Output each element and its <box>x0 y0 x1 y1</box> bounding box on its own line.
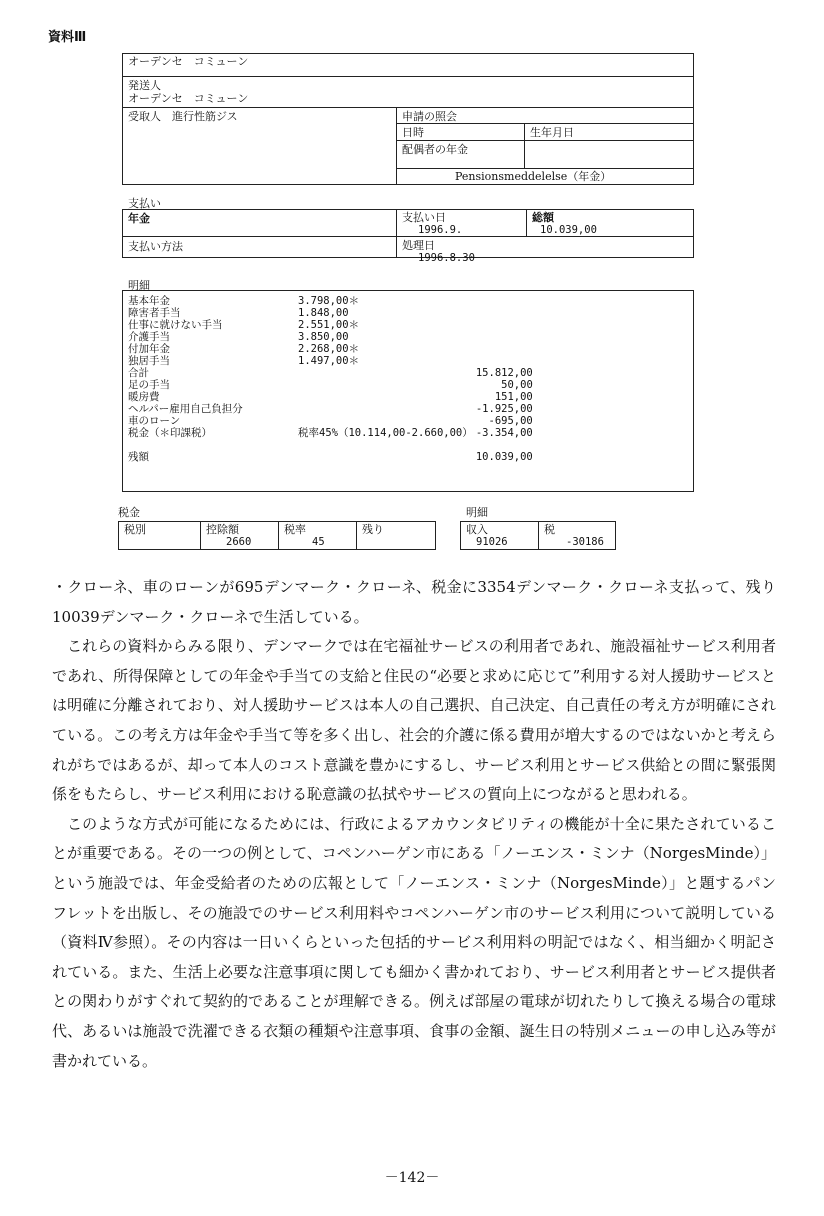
remainder-label: 残り <box>362 523 384 536</box>
date-line <box>396 140 694 141</box>
tax-rate-value: 45 <box>312 536 325 548</box>
detail-subamount <box>298 391 473 403</box>
detail-amount: 50,00 <box>501 379 533 391</box>
payment-section-label: 支払い <box>128 197 161 210</box>
detail-row <box>128 427 533 439</box>
detail-subamount <box>298 451 473 463</box>
spouse-line <box>396 168 694 169</box>
detail-label: 税金（＊印課税） <box>128 427 212 439</box>
detail-amount <box>473 343 533 355</box>
document-label: 資料Ⅲ <box>48 30 87 45</box>
recipient-divider <box>396 107 397 185</box>
detail-label: 車のローン <box>128 415 181 427</box>
detail-subamount: 1.497,00＊ <box>298 355 360 367</box>
detail-amount <box>473 355 533 367</box>
detail-row <box>128 439 533 451</box>
payment-divider <box>396 209 397 258</box>
detail-amount: -3.354,00 <box>475 427 533 439</box>
detail-subamount: 3.798,00＊ <box>298 295 360 307</box>
detail-label: 暖房費 <box>128 391 160 403</box>
income-divider <box>538 521 539 550</box>
detail-subamount: 2.551,00＊ <box>298 319 360 331</box>
tax-div-2 <box>278 521 279 550</box>
detail-label: 足の手当 <box>128 379 170 391</box>
income-label: 収入 <box>466 523 488 536</box>
detail-row <box>128 319 533 331</box>
body-text <box>52 573 776 1076</box>
detail-label: 仕事に就けない手当 <box>128 319 223 331</box>
deduction-label: 控除額 <box>206 523 239 536</box>
recipient-label: 受取人 進行性筋ジス <box>128 110 238 123</box>
detail-amount: -695,00 <box>488 415 533 427</box>
spouse-pension-label: 配偶者の年金 <box>402 143 468 156</box>
detail-amount <box>473 307 533 319</box>
detail-amount <box>473 295 533 307</box>
inquiry-line <box>396 123 694 124</box>
detail-row <box>128 307 533 319</box>
income-value: 91026 <box>476 536 508 548</box>
detail-subamount: 2.268,00＊ <box>298 343 360 355</box>
process-date-value: 1996.8.30 <box>418 252 475 264</box>
detail-label: 付加年金 <box>128 343 170 355</box>
detail-row <box>128 331 533 343</box>
detail-row <box>128 355 533 367</box>
date-divider <box>524 123 525 168</box>
tax-class-label: 税別 <box>124 523 146 536</box>
detail-amount: -1.925,00 <box>475 403 533 415</box>
detail-subamount <box>298 415 473 427</box>
pay-date-value: 1996.9. <box>418 224 463 236</box>
detail-row <box>128 415 533 427</box>
deduction-value: 2660 <box>226 536 252 548</box>
detail-amount <box>473 319 533 331</box>
tax-value: -30186 <box>566 536 604 548</box>
total-divider <box>526 209 527 236</box>
detail2-section-label: 明細 <box>466 506 488 519</box>
tax-label: 税 <box>544 523 555 536</box>
detail-amount: 15.812,00 <box>475 367 533 379</box>
sender-label: 発送人 <box>128 79 161 92</box>
detail-section-label: 明細 <box>128 279 150 292</box>
inquiry-label: 申請の照会 <box>402 110 457 123</box>
detail-amount <box>473 439 533 451</box>
detail-subamount <box>298 379 473 391</box>
detail-subamount: 1.848,00 <box>298 307 349 319</box>
payment-line <box>122 236 694 237</box>
detail-label <box>128 439 298 451</box>
detail-subamount <box>298 367 473 379</box>
birthdate-label: 生年月日 <box>530 126 574 139</box>
detail-table <box>128 295 533 463</box>
detail-row <box>128 451 533 463</box>
total-value: 10.039,00 <box>540 224 597 236</box>
detail-label: ヘルパー雇用自己負担分 <box>128 403 243 415</box>
detail-subamount <box>298 439 473 451</box>
tax-rate-label: 税率 <box>284 523 306 536</box>
tax-div-1 <box>200 521 201 550</box>
detail-row <box>128 379 533 391</box>
detail-amount: 151,00 <box>494 391 533 403</box>
detail-subamount: 3.850,00 <box>298 331 349 343</box>
detail-row <box>128 343 533 355</box>
page-number: －142－ <box>384 1170 440 1186</box>
detail-amount <box>473 331 533 343</box>
tax-div-3 <box>356 521 357 550</box>
process-date-label: 処理日 <box>402 239 435 252</box>
detail-row <box>128 295 533 307</box>
form-title: Pensionsmeddelelse（年金） <box>455 170 612 183</box>
date-label: 日時 <box>402 126 424 139</box>
form-header-title: オーデンセ コミューン <box>128 55 249 68</box>
pension-label: 年金 <box>128 212 150 225</box>
paragraph-2: これらの資料からみる限り、デンマークでは在宅福祉サービスの利用者であれ、施設福祉サービス利用者であれ、所得保障としての年金や手当ての支給と住民の“必要と求めに応じて”利用する対人援助サービスとは明確に分離されており、対人援助サービスは本人の自己選択、自己決定、自己責任の考え方が明確にされている。この考え方は年金や手当て等を多く出し、社会的介護に係る費用が増大するのではないかと考えられがちではあるが、却って本人のコスト意識を豊かにするし、サービス利用とサービス供給との間に緊張関係をもたらし、サービス利用における恥意識の払拭やサービスの質向上につながると思われる。 <box>52 637 776 804</box>
detail-label: 障害者手当 <box>128 307 181 319</box>
detail-label: 基本年金 <box>128 295 170 307</box>
detail-subamount <box>298 403 473 415</box>
pay-date-label: 支払い日 <box>402 211 446 224</box>
detail-row <box>128 403 533 415</box>
detail-row <box>128 391 533 403</box>
detail-label: 合計 <box>128 367 149 379</box>
sender-value: オーデンセ コミューン <box>128 92 249 105</box>
pay-method-label: 支払い方法 <box>128 240 183 253</box>
total-label: 総額 <box>532 211 554 224</box>
tax-section-label: 税金 <box>118 506 140 519</box>
tax-box <box>118 521 436 550</box>
detail-row <box>128 367 533 379</box>
paragraph-3: このような方式が可能になるためには、行政によるアカウンタビリティの機能が十全に果たされていることが重要である。その一つの例として、コペンハーゲン市にある「ノーエンス・ミンナ（NorgesMinde）」という施設では、年金受給者のための広報として「ノーエンス・ミンナ（NorgesMinde）」と題するパンフレットを出版し、その施設でのサービス利用料やコペンハーゲン市のサービス利用について説明している（資料Ⅳ参照）。その内容は一日いくらといった包括的サービス利用料の明記ではなく、相当細かく明記されている。また、生活上必要な注意事項に関しても細かく書かれており、サービス利用者とサービス提供者との関わりがすぐれて契約的であることが理解できる。例えば部屋の電球が切れたりして換える場合の電球代、あるいは施設で洗濯できる衣類の種類や注意事項、食事の金額、誕生日の特別メニューの申し込み等が書かれている。 <box>52 814 776 1070</box>
detail-label: 介護手当 <box>128 331 170 343</box>
paragraph-1: ・クローネ、車のローンが695デンマーク・クローネ、税金に3354デンマーク・クローネ支払って、残り10039デンマーク・クローネで生活している。 <box>52 578 776 626</box>
detail-amount: 10.039,00 <box>475 451 533 463</box>
detail-subamount: 税率45%（10.114,00-2.660,00） <box>298 427 473 439</box>
detail-label: 独居手当 <box>128 355 170 367</box>
detail-label: 残額 <box>128 451 149 463</box>
